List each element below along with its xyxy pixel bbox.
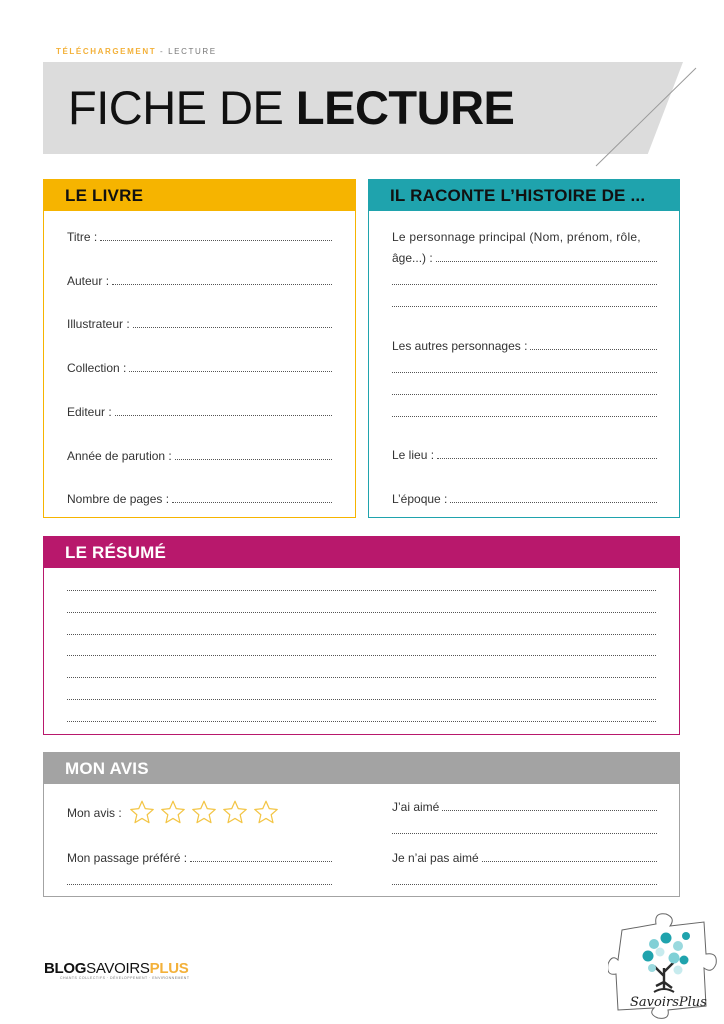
disliked-field[interactable] — [392, 851, 657, 865]
brand-badge-label: SavoirsPlus — [630, 995, 707, 1010]
book-field-label: Illustrateur : — [67, 317, 130, 331]
breadcrumb-separator: - — [156, 47, 169, 56]
book-section-heading: LE LIVRE — [44, 180, 355, 211]
summary-line[interactable] — [67, 634, 656, 635]
logo-savoirs: SAVOIRS — [86, 960, 150, 977]
liked-label: J’ai aimé — [392, 800, 440, 814]
other-characters-extra-line[interactable] — [392, 394, 657, 395]
book-field-5[interactable] — [67, 449, 332, 463]
book-field-0[interactable] — [67, 230, 332, 244]
book-field-label: Titre : — [67, 230, 98, 244]
place-label: Le lieu : — [392, 448, 435, 462]
logo-plus: PLUS — [149, 960, 189, 977]
logo-blog: BLOG — [44, 960, 87, 977]
other-characters-label: Les autres personnages : — [392, 339, 528, 353]
book-field-label: Collection : — [67, 361, 127, 375]
main-character-line1 — [392, 230, 657, 244]
breadcrumb — [56, 47, 217, 56]
summary-section-heading: LE RÉSUMÉ — [44, 537, 679, 568]
star-icon[interactable] — [190, 799, 218, 826]
main-character-extra-line[interactable] — [392, 306, 657, 307]
page-title — [68, 80, 514, 136]
page-title-light: FICHE DE — [68, 81, 296, 134]
star-icon[interactable] — [159, 799, 187, 826]
other-characters-extra-line[interactable] — [392, 416, 657, 417]
place-field[interactable] — [392, 448, 657, 462]
summary-line[interactable] — [67, 655, 656, 656]
book-field-label: Année de parution : — [67, 449, 172, 463]
summary-line[interactable] — [67, 677, 656, 678]
main-character-label-2: âge...) : — [392, 251, 433, 265]
blog-logo[interactable] — [44, 960, 188, 977]
summary-line[interactable] — [67, 612, 656, 613]
era-field[interactable] — [392, 492, 657, 506]
disliked-label: Je n’ai pas aimé — [392, 851, 479, 865]
star-icon[interactable] — [252, 799, 280, 826]
book-field-2[interactable] — [67, 317, 332, 331]
summary-line[interactable] — [67, 699, 656, 700]
main-character-field[interactable] — [392, 251, 657, 265]
page-title-bold: LECTURE — [295, 81, 515, 134]
story-section-heading: IL RACONTE L’HISTOIRE DE ... — [369, 180, 679, 211]
summary-line[interactable] — [67, 721, 656, 722]
book-field-1[interactable] — [67, 274, 332, 288]
other-characters-field[interactable] — [392, 339, 657, 353]
liked-extra-line[interactable] — [392, 833, 657, 834]
liked-field[interactable] — [392, 800, 657, 814]
favorite-passage-label: Mon passage préféré : — [67, 851, 188, 865]
main-character-extra-line[interactable] — [392, 284, 657, 285]
rating-stars[interactable] — [128, 799, 280, 826]
book-field-label: Auteur : — [67, 274, 110, 288]
star-icon[interactable] — [221, 799, 249, 826]
star-icon[interactable] — [128, 799, 156, 826]
rating-label: Mon avis : — [67, 805, 122, 820]
other-characters-extra-line[interactable] — [392, 372, 657, 373]
summary-section — [43, 536, 680, 735]
book-field-6[interactable] — [67, 492, 332, 506]
book-field-label: Nombre de pages : — [67, 492, 170, 506]
opinion-section-heading: MON AVIS — [44, 753, 679, 784]
summary-line[interactable] — [67, 590, 656, 591]
era-label: L’époque : — [392, 492, 448, 506]
favorite-passage-extra-line[interactable] — [67, 884, 332, 885]
breadcrumb-category[interactable]: TÉLÉCHARGEMENT — [56, 47, 157, 56]
book-field-label: Editeur : — [67, 405, 112, 419]
main-character-label-1: Le personnage principal (Nom, prénom, rôle, — [392, 230, 641, 244]
book-field-4[interactable] — [67, 405, 332, 419]
disliked-extra-line[interactable] — [392, 884, 657, 885]
rating-row — [67, 799, 280, 826]
breadcrumb-subcategory[interactable]: LECTURE — [168, 47, 217, 56]
favorite-passage-field[interactable] — [67, 851, 332, 865]
logo-tagline: CHANTS COLLECTIFS · DÉVELOPPEMENT · ENVIRONNEMENT — [60, 976, 190, 980]
book-field-3[interactable] — [67, 361, 332, 375]
